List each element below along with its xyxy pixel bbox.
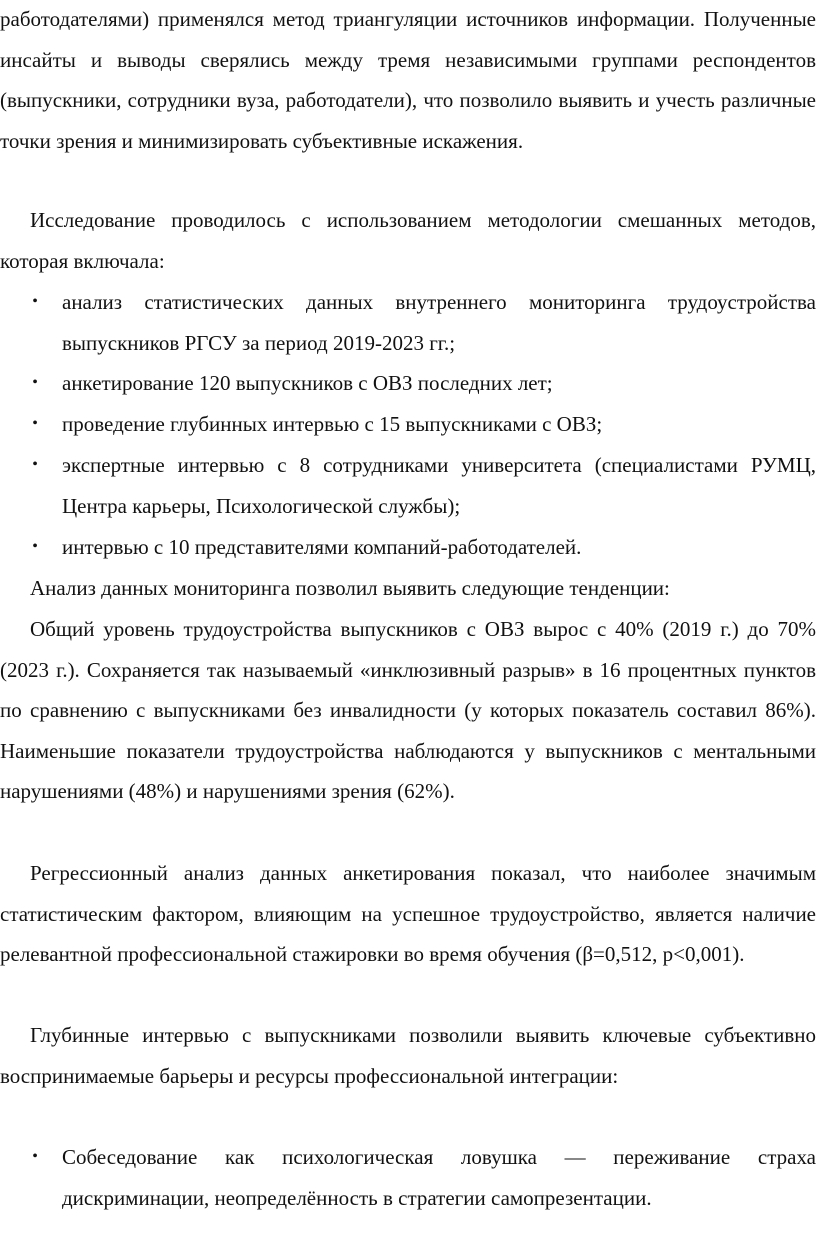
paragraph-monitoring-intro: Анализ данных мониторинга позволил выявить следующие тенденции: [30, 576, 670, 600]
list-item-text: проведение глубинных интервью с 15 выпускниками с ОВЗ; [62, 412, 603, 436]
paragraph-triangulation: работодателями) применялся метод триангуляции источников информации. Полученные инсайты и выводы сверялись между тремя независимыми группами респондентов (выпускники, сотрудники вуза, работодатели), что позволило выявить и учесть различные точки зрения и минимизировать субъективные искажения. [0, 7, 816, 153]
bullet-icon: • [32, 1148, 38, 1165]
paragraph-interviews: Глубинные интервью с выпускниками позволили выявить ключевые субъективно воспринимаемые барьеры и ресурсы профессиональной интеграции: [0, 1023, 816, 1088]
bullet-icon: • [32, 415, 38, 432]
bullet-icon: • [32, 293, 38, 310]
paragraph-methodology-intro: Исследование проводилось с использованием методологии смешанных методов, которая включала: [0, 208, 816, 273]
paragraph-employment-level: Общий уровень трудоустройства выпускников с ОВЗ вырос с 40% (2019 г.) до 70% (2023 г.). Сохраняется так называемый «инклюзивный разрыв» в 16 процентных пунктов по сравнению с выпускниками без инвалидности (у которых показатель составил 86%). Наименьшие показатели трудоустройства наблюдаются у выпускников с ментальными нарушениями (48%) и нарушениями зрения (62%). [0, 617, 816, 803]
paragraph-regression: Регрессионный анализ данных анкетирования показал, что наиболее значимым статистическим фактором, влияющим на успешное трудоустройство, является наличие релевантной профессиональной стажировки во время обучения (β=0,512, p<0,001). [0, 861, 816, 966]
list-item-text: анкетирование 120 выпускников с ОВЗ последних лет; [62, 371, 553, 395]
list-item-text: Собеседование как психологическая ловушка — переживание страха дискриминации, неопределённость в стратегии самопрезентации. [62, 1145, 816, 1210]
list-item-text: интервью с 10 представителями компаний-работодателей. [62, 535, 582, 559]
list-item-text: анализ статистических данных внутреннего мониторинга трудоустройства выпускников РГСУ за период 2019-2023 гг.; [62, 290, 816, 355]
bullet-icon: • [32, 374, 38, 391]
bullet-icon: • [32, 456, 38, 473]
list-item-text: экспертные интервью с 8 сотрудниками университета (специалистами РУМЦ, Центра карьеры, Психологической службы); [62, 453, 816, 518]
bullet-icon: • [32, 538, 38, 555]
